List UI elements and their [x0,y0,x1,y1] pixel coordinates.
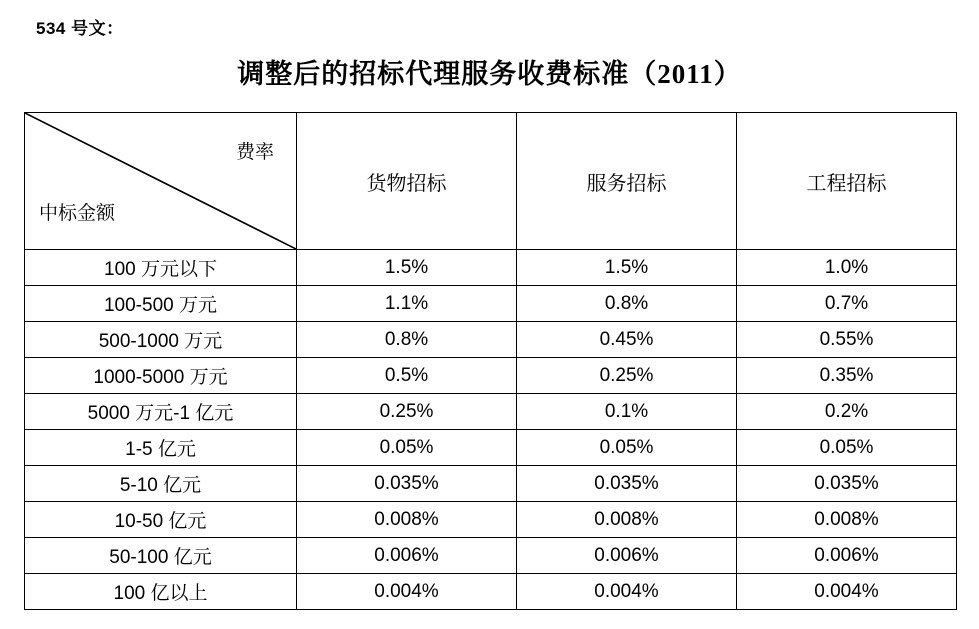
cell-service-rate: 0.8% [517,286,737,322]
cell-construction-rate: 0.035% [737,466,957,502]
row-label: 50-100 亿元 [25,538,297,574]
row-label: 10-50 亿元 [25,502,297,538]
cell-goods-rate: 0.5% [297,358,517,394]
row-label: 100-500 万元 [25,286,297,322]
cell-construction-rate: 0.008% [737,502,957,538]
cell-goods-rate: 0.006% [297,538,517,574]
cell-construction-rate: 0.7% [737,286,957,322]
cell-goods-rate: 0.8% [297,322,517,358]
document-reference: 534 号文： [36,19,124,38]
cell-construction-rate: 0.2% [737,394,957,430]
row-label: 1-5 亿元 [25,430,297,466]
table-row [25,394,957,430]
table-row [25,322,957,358]
cell-construction-rate: 1.0% [737,250,957,286]
table-row [25,250,957,286]
cell-construction-rate: 0.05% [737,430,957,466]
cell-goods-rate: 0.004% [297,574,517,610]
row-label: 500-1000 万元 [25,322,297,358]
cell-service-rate: 0.035% [517,466,737,502]
cell-service-rate: 0.008% [517,502,737,538]
cell-goods-rate: 1.5% [297,250,517,286]
cell-goods-rate: 0.035% [297,466,517,502]
cell-construction-rate: 0.55% [737,322,957,358]
corner-amount-label: 中标金额 [39,203,116,224]
row-label: 5-10 亿元 [25,466,297,502]
cell-service-rate: 0.004% [517,574,737,610]
column-header-construction: 工程招标 [737,113,957,250]
row-label: 5000 万元-1 亿元 [25,394,297,430]
table-row [25,466,957,502]
cell-construction-rate: 0.006% [737,538,957,574]
column-header-goods: 货物招标 [297,113,517,250]
row-label: 100 亿以上 [25,574,297,610]
table-header-row [25,113,957,250]
row-label: 1000-5000 万元 [25,358,297,394]
table-row [25,574,957,610]
cell-service-rate: 0.05% [517,430,737,466]
cell-goods-rate: 0.25% [297,394,517,430]
cell-service-rate: 0.006% [517,538,737,574]
cell-service-rate: 0.45% [517,322,737,358]
fee-standard-table [24,112,957,610]
cell-construction-rate: 0.004% [737,574,957,610]
table-row [25,358,957,394]
corner-rate-label: 费率 [235,142,274,163]
table-corner-header [25,113,297,250]
cell-service-rate: 1.5% [517,250,737,286]
table-row [25,286,957,322]
row-label: 100 万元以下 [25,250,297,286]
page-title: 调整后的招标代理服务收费标准（2011） [237,59,742,89]
cell-construction-rate: 0.35% [737,358,957,394]
table-row [25,502,957,538]
table-row [25,538,957,574]
cell-service-rate: 0.1% [517,394,737,430]
fee-standard-table-container [24,112,956,610]
table-row [25,430,957,466]
diagonal-divider-icon [25,113,296,249]
cell-goods-rate: 1.1% [297,286,517,322]
cell-service-rate: 0.25% [517,358,737,394]
cell-goods-rate: 0.05% [297,430,517,466]
cell-goods-rate: 0.008% [297,502,517,538]
column-header-service: 服务招标 [517,113,737,250]
